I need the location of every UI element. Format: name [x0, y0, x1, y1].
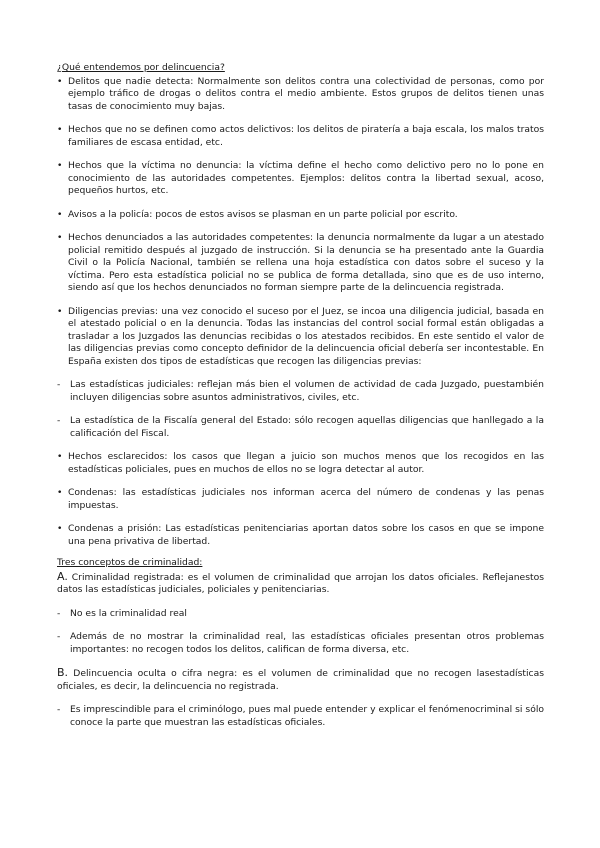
list-item: [57, 209, 544, 222]
dash-marker: -: [57, 704, 61, 715]
sub-list-item-text: Las estadísticas judiciales: reflejan más bien el volumen de actividad de cada Juzgado, puestambién incluyen diligencias sobre asuntos administrativos, civiles, etc.: [70, 379, 544, 403]
section-heading-criminalidad: Tres conceptos de criminalidad:: [57, 557, 203, 568]
sub-list-item-text: Además de no mostrar la criminalidad real, las estadísticas oficiales presentan otros problemas importantes: no recogen todos los delitos, califican de forma diversa, etc.: [70, 631, 544, 655]
paragraph-delincuencia-oculta: [57, 667, 544, 693]
sub-list-item: [57, 415, 544, 440]
bullet-marker: •: [57, 160, 63, 171]
list-item: [57, 487, 544, 512]
dash-marker: -: [57, 607, 61, 619]
sub-list-item: [57, 379, 544, 404]
bullet-marker: •: [57, 232, 63, 243]
list-item-text: Hechos que no se definen como actos delictivos: los delitos de piratería a baja escala, los malos tratos familiares de escasa entidad, etc.: [68, 124, 544, 148]
list-item-text: Condenas: las estadísticas judiciales nos informan acerca del número de condenas y las penas impuestas.: [68, 487, 544, 511]
bullet-marker: •: [57, 523, 63, 534]
list-item: [57, 232, 544, 295]
section-letter: A.: [57, 569, 68, 583]
paragraph-text: Delincuencia oculta o cifra negra: es el volumen de criminalidad que no recogen lasestadísticas oficiales, es decir, la delincuencia no registrada.: [57, 668, 545, 692]
list-item-text: Delitos que nadie detecta: Normalmente son delitos contra una colectividad de personas, como por ejemplo tráfico de drogas o delitos contra el medio ambiente. Estos grupos de delitos tienen unas tasas de conocimiento muy bajas.: [68, 75, 544, 112]
bullet-marker: •: [57, 305, 63, 317]
dash-marker: -: [57, 415, 61, 426]
dash-marker: -: [57, 379, 61, 390]
list-item: [57, 306, 544, 369]
paragraph-criminalidad-registrada: [57, 571, 544, 597]
paragraph-text: Criminalidad registrada: es el volumen de criminalidad que arrojan los datos oficiales. Reflejanestos datos las estadísticas judiciales, policiales y penitenciarias.: [57, 571, 545, 595]
bullet-marker: •: [57, 124, 63, 135]
list-item: [57, 523, 544, 548]
section-letter: B.: [57, 666, 69, 679]
sub-list-item-text: No es la criminalidad real: [70, 607, 187, 619]
list-item: [57, 451, 544, 476]
bullet-marker: •: [57, 75, 63, 87]
list-item-text: Diligencias previas: una vez conocido el suceso por el Juez, se incoa una diligencia judicial, basada en el atestado policial o en la denuncia. Todas las instancias del control social formal están obligadas a trasladar a los Juzgados las denuncias recibidas o los atestados recibidos. En este sentido el valor de las diligencias previas como concepto definidor de la delincuencia oficial debería ser incontestable. En España existen dos tipos de estadísticas que recogen las diligencias previas:: [68, 305, 544, 367]
sub-list-item: [57, 631, 544, 656]
list-item-text: Hechos denunciados a las autoridades competentes: la denuncia normalmente da lugar a un atestado policial remitido después al juzgado de instrucción. Si la denuncia se ha presentado ante la Guardia Civil o la Policía Nacional, también se rellena una hoja estadística con datos sobre el suceso y la víctima. Pero esta estadística policial no se publica de forma detallada, sino que es de uso interno, siendo así que los hechos denunciados no forman siempre parte de la delincuencia registrada.: [68, 232, 544, 293]
dash-marker: -: [57, 631, 61, 642]
bullet-marker: •: [57, 208, 63, 220]
list-item-text: Condenas a prisión: Las estadísticas penitenciarias aportan datos sobre los casos en que se impone una pena privativa de libertad.: [68, 523, 544, 547]
list-item: [57, 76, 544, 114]
list-item: [57, 160, 544, 198]
list-item: [57, 124, 544, 149]
section-heading-delincuencia: ¿Qué entendemos por delincuencia?: [57, 62, 225, 73]
list-item-text: Hechos esclarecidos: los casos que llegan a juicio son muchos menos que los recogidos en las estadísticas policiales, pues en muchos de ellos no se logra detectar al autor.: [68, 451, 544, 475]
list-item-text: Avisos a la policía: pocos de estos avisos se plasman en un parte policial por escrito.: [68, 208, 458, 220]
sub-list-item: [57, 704, 544, 729]
bullet-marker: •: [57, 487, 63, 498]
sub-list-item-text: La estadística de la Fiscalía general del Estado: sólo recogen aquellas diligencias que hanllegado a la calificación del Fiscal.: [70, 415, 544, 439]
sub-list-item-text: Es imprescindible para el criminólogo, pues mal puede entender y explicar el fenómenocriminal si sólo conoce la parte que muestran las estadísticas oficiales.: [70, 704, 544, 728]
list-item-text: Hechos que la víctima no denuncia: la víctima define el hecho como delictivo pero no lo pone en conocimiento de las autoridades competentes. Ejemplos: delitos contra la libertad sexual, acoso, pequeños hurtos, etc.: [68, 160, 544, 196]
bullet-marker: •: [57, 451, 63, 462]
sub-list-item: [57, 608, 544, 621]
